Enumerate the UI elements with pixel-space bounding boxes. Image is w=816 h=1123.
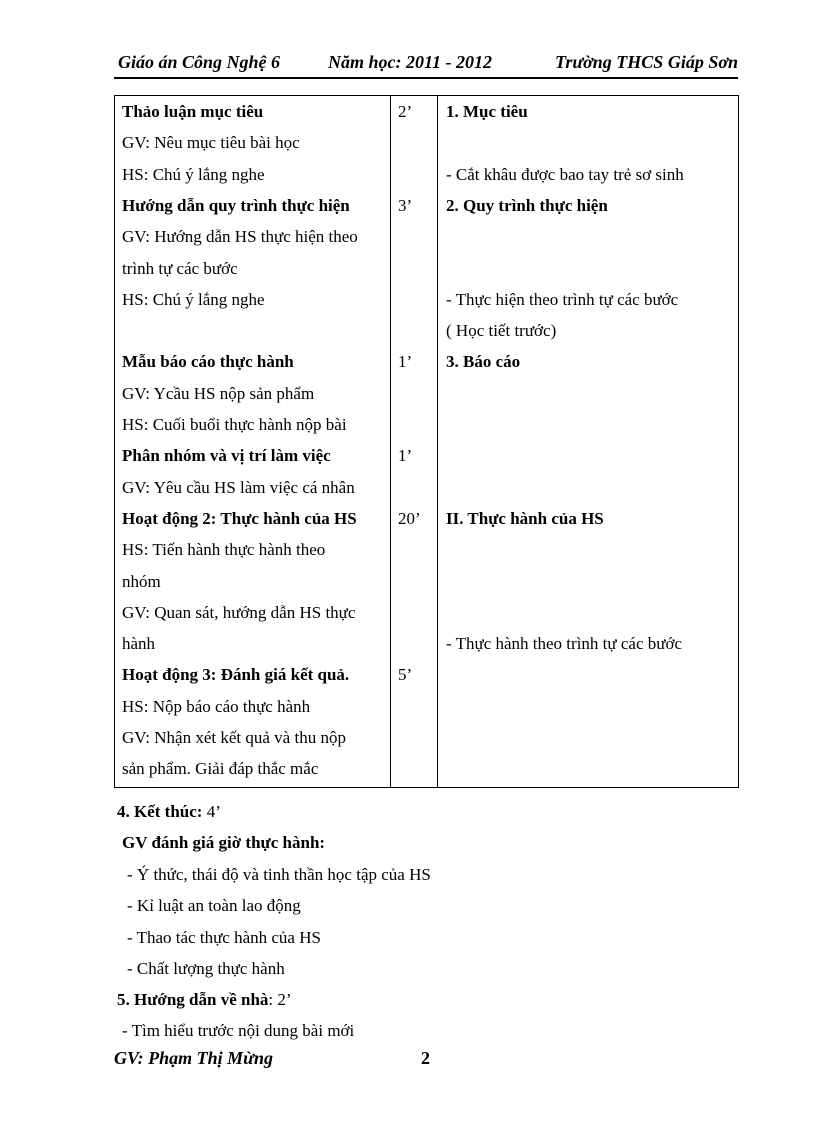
activity-cell: GV: Hướng dẫn HS thực hiện theo: [122, 227, 358, 247]
section4-item: - Thao tác thực hành của HS: [127, 928, 321, 947]
table-column-divider: [390, 96, 391, 787]
section4-item: - Chất lượng thực hành: [127, 959, 285, 978]
activity-cell: Mẫu báo cáo thực hành: [122, 352, 294, 372]
footer-author: GV: Phạm Thị Mừng: [114, 1048, 273, 1068]
activity-cell: GV: Yêu cầu HS làm việc cá nhân: [122, 477, 355, 497]
activity-cell: HS: Chú ý lắng nghe: [122, 164, 265, 184]
section4-item: - Kỉ luật an toàn lao động: [127, 896, 301, 915]
section5-title-line: [117, 984, 292, 1016]
time-cell: 1’: [398, 446, 413, 466]
section5-item: - Tìm hiểu trước nội dung bài mới: [122, 1021, 355, 1040]
content-cell: 3. Báo cáo: [446, 352, 521, 372]
time-cell: 2’: [398, 102, 413, 121]
activity-cell: GV: Nêu mục tiêu bài học: [122, 133, 300, 153]
lesson-table: [114, 95, 739, 788]
activity-cell: hành: [122, 634, 156, 654]
time-cell: 1’: [398, 352, 413, 372]
header-school: Trường THCS Giáp Sơn: [555, 52, 738, 72]
content-cell: II. Thực hành của HS: [446, 508, 604, 528]
content-cell: - Cắt khâu được bao tay trẻ sơ sinh: [446, 164, 684, 184]
activity-cell: sản phẩm. Giải đáp thắc mắc: [122, 759, 319, 779]
time-cell: 3’: [398, 195, 413, 215]
section4-title-line: [117, 796, 221, 828]
header-school-year: Năm học: 2011 - 2012: [328, 52, 492, 72]
section4-time: 4’: [202, 802, 221, 821]
section4-item: - Ý thức, thái độ và tinh thần học tập của HS: [127, 865, 431, 884]
activity-cell: HS: Nộp báo cáo thực hành: [122, 696, 311, 716]
activity-cell: GV: Quan sát, hướng dẫn HS thực: [122, 602, 356, 622]
time-cell: 20’: [398, 508, 421, 528]
activity-cell: Hoạt động 3: Đánh giá kết quả.: [122, 665, 350, 685]
section4-subtitle: GV đánh giá giờ thực hành:: [122, 833, 326, 852]
section5-time: : 2’: [268, 990, 292, 1009]
activity-cell: Phân nhóm và vị trí làm việc: [122, 446, 331, 466]
content-cell: 2. Quy trình thực hiện: [446, 195, 608, 215]
content-cell: - Thực hành theo trình tự các bước: [446, 634, 682, 654]
activity-cell: GV: Ycầu HS nộp sản phẩm: [122, 383, 315, 403]
content-cell: - Thực hiện theo trình tự các bước: [446, 289, 679, 309]
activity-cell: Hướng dẫn quy trình thực hiện: [122, 195, 350, 215]
content-cell: ( Học tiết trước): [446, 321, 557, 341]
content-cell: 1. Mục tiêu: [446, 102, 528, 121]
activity-cell: nhóm: [122, 571, 161, 591]
section5-title: 5. Hướng dẫn về nhà: [117, 990, 269, 1009]
table-column-divider: [437, 96, 438, 787]
activity-cell: Thảo luận mục tiêu: [122, 102, 264, 121]
activity-cell: Hoạt động 2: Thực hành của HS: [122, 508, 357, 528]
activity-cell: HS: Tiến hành thực hành theo: [122, 540, 326, 560]
time-cell: 5’: [398, 665, 413, 685]
header-subject: Giáo án Công Nghệ 6: [118, 52, 281, 72]
activity-cell: HS: Chú ý lắng nghe: [122, 289, 265, 309]
activity-cell: trình tự các bước: [122, 258, 238, 278]
section4-title: 4. Kết thúc:: [117, 802, 203, 821]
activity-cell: HS: Cuối buổi thực hành nộp bài: [122, 415, 347, 434]
page-header: [114, 52, 738, 78]
header-rule: [114, 77, 738, 79]
page-footer: [114, 1048, 714, 1078]
activity-cell: GV: Nhận xét kết quả và thu nộp: [122, 728, 346, 747]
page-number: 2: [421, 1048, 430, 1068]
